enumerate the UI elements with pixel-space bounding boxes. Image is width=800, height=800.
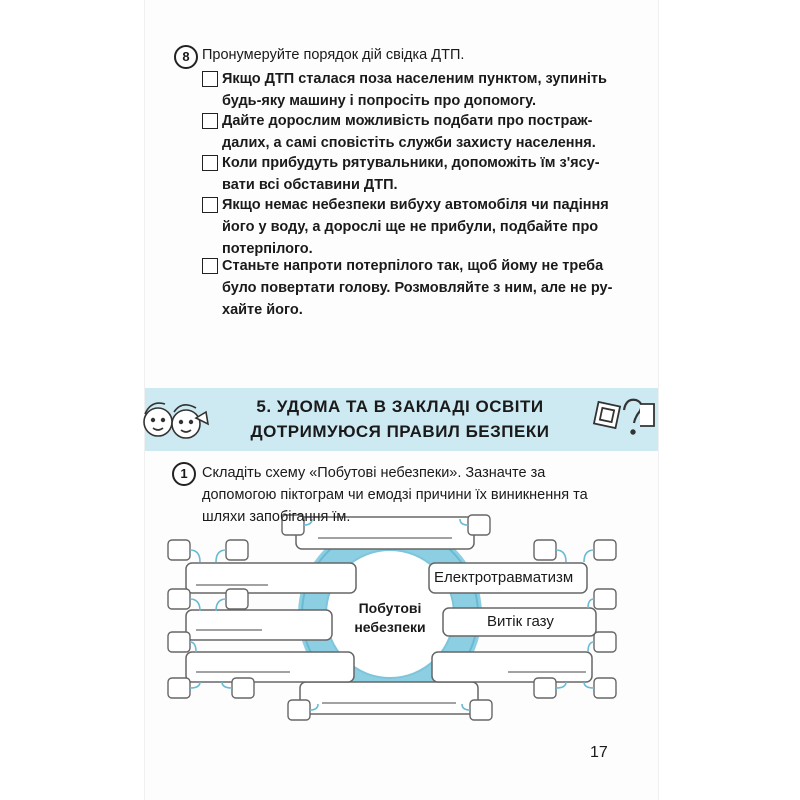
task-8-number-badge: 8 bbox=[174, 45, 198, 69]
question-puzzle-icon bbox=[594, 400, 654, 434]
center-label-line-2: небезпеки bbox=[354, 619, 426, 635]
gas-leak-label: Витік газу bbox=[487, 613, 554, 630]
diagram-center-label bbox=[340, 599, 440, 637]
children-doodle-icon bbox=[144, 403, 208, 438]
task-8-item-text: Коли прибудуть рятувальники, допоможіть їм з'ясувати всі обставини ДТП. bbox=[222, 155, 600, 193]
task-8-item-text: Дайте дорослим можливість подбати про постраждалих, а самі сповістіть служби захисту населення. bbox=[222, 113, 596, 151]
answer-box-left-1 bbox=[186, 563, 356, 593]
answer-box-left-3 bbox=[186, 652, 354, 682]
task-8-item-text: Якщо немає небезпеки вибуху автомобіля чи падіння його у воду, а дорослі ще не прибули, подбайте про потерпілого. bbox=[222, 197, 609, 257]
task-8-item-text: Якщо ДТП сталася поза населеним пунктом, зупиніть будь-яку машину і попросіть про допомогу. bbox=[222, 71, 607, 109]
page-number: 17 bbox=[590, 744, 608, 761]
section-title-line-1: 5. УДОМА ТА В ЗАКЛАДІ ОСВІТИ bbox=[256, 397, 544, 416]
task-8-instruction: Пронумеруйте порядок дій свідка ДТП. bbox=[202, 47, 465, 63]
answer-box-right-3 bbox=[432, 652, 592, 682]
answer-box-left-2 bbox=[186, 610, 332, 640]
section-title bbox=[220, 394, 580, 444]
answer-box-bottom bbox=[300, 682, 478, 714]
center-label-line-1: Побутові bbox=[358, 600, 422, 616]
electrotrauma-label: Електротравматизм bbox=[434, 569, 574, 586]
section-title-line-2: ДОТРИМУЮСЯ ПРАВИЛ БЕЗПЕКИ bbox=[250, 422, 550, 441]
task-1-instruction: Складіть схему «Побутові небезпеки». Зазначте за допомогою піктограм чи емодзі причини їх виникнення та шляхи запобігання їм. bbox=[202, 465, 588, 525]
task-1-number-badge: 1 bbox=[172, 462, 196, 486]
task-8-item-text: Станьте напроти потерпілого так, щоб йому не треба було повертати голову. Розмовляйте з ним, але не рухайте його. bbox=[222, 258, 613, 318]
